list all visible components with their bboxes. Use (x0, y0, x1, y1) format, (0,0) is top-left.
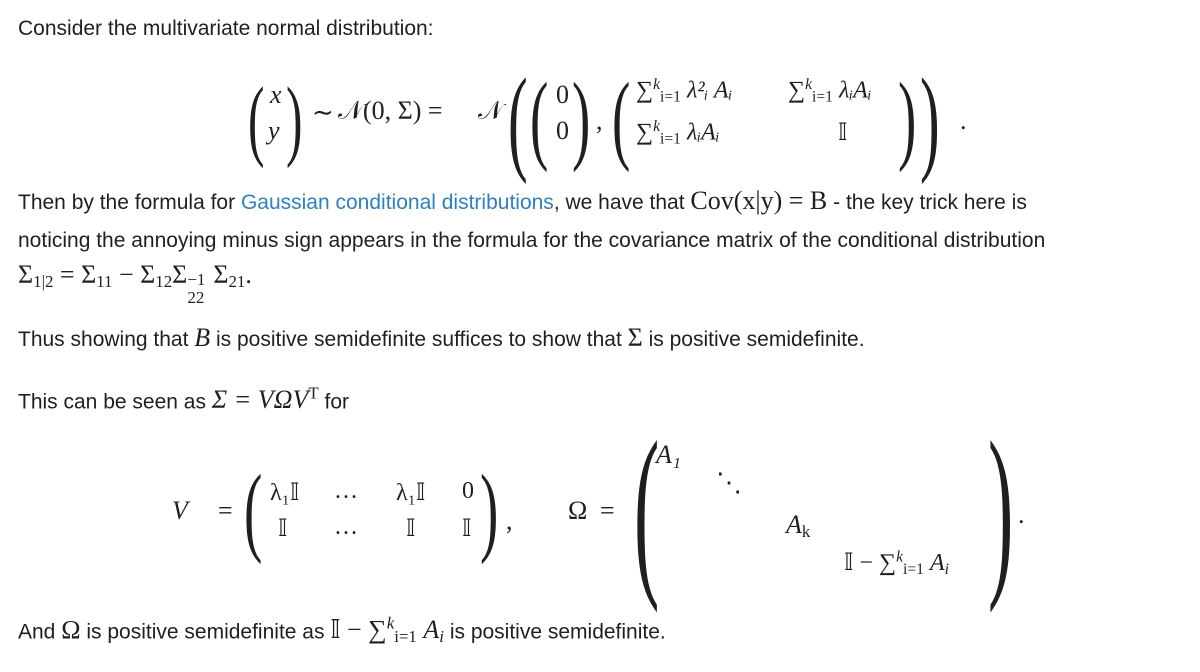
last-diagonal-entry: 𝕀 − ∑$^k_{i=1}$ $A_i$ (844, 548, 949, 578)
A1-entry: A₁ (656, 440, 681, 469)
comma: , (596, 106, 603, 135)
ddots: ⋱ (716, 468, 742, 497)
Omega-left-paren: ( (634, 404, 660, 614)
gaussian-conditional-link[interactable]: Gaussian conditional distributions (240, 191, 554, 214)
V-r2c1: 𝕀 (278, 516, 288, 542)
V-r1c2: … (334, 478, 358, 504)
text-span: Then by the formula for (18, 191, 241, 214)
matrix-cell-22: 𝕀 (838, 120, 848, 146)
right-paren: ) (286, 70, 303, 169)
sigma-symbol: Σ (627, 323, 643, 352)
V-symbol: V (172, 496, 188, 525)
text-span: , we have that (553, 191, 691, 214)
omega-symbol: Ω (61, 615, 81, 645)
period: . (960, 106, 967, 135)
paragraph-conditional (18, 188, 1027, 214)
Omega-symbol: Ω (568, 496, 588, 525)
vector-y: y (268, 116, 280, 145)
decomposition-formula: $\Sigma = V\Omega V^T$ (211, 384, 319, 415)
matrix-cell-11: ∑$^k_{i=1}$ λ²ᵢ Aᵢ (636, 76, 733, 106)
cov-left-paren: ( (612, 62, 631, 173)
comma: , (506, 506, 513, 535)
cov-formula: Cov(x|y) = B (690, 186, 828, 215)
matrix-cell-12: ∑$^k_{i=1}$ λᵢAᵢ (788, 76, 872, 106)
identity-minus-sum: 𝕀 − ∑$^k_{i=1}$ $A_i$ (330, 614, 444, 647)
zero-bottom: 0 (556, 116, 569, 145)
paragraph-omega-psd: And Ω is positive semidefinite as 𝕀 − ∑$^k_{i=1}$ $A_i$ is positive semidefinite. (18, 614, 666, 647)
normal-rhs: 𝒩 (478, 96, 503, 125)
outer-left-paren: ( (508, 54, 528, 185)
outer-right-paren: ) (920, 54, 940, 185)
V-r2c4: 𝕀 (462, 516, 472, 542)
zero-top: 0 (556, 80, 569, 109)
normal-lhs: 𝒩(0, Σ) = (338, 96, 443, 125)
V-r2c3: 𝕀 (406, 516, 416, 542)
conditional-covariance-formula: $\Sigma_{1|2} = \Sigma_{11} - \Sigma_{12}\Sigma$ −1 22 $\Sigma_{21}$. (18, 260, 252, 307)
matrix-cell-21: ∑$^k_{i=1}$ λᵢAᵢ (636, 118, 720, 148)
paragraph-minus-sign: noticing the annoying minus sign appears in the formula for the covariance matrix of the conditional distribution (18, 229, 1046, 252)
V-r2c2: … (334, 514, 358, 540)
V-left-paren: ( (244, 454, 263, 565)
paragraph-positive-semidefinite: Thus showing that B is positive semidefinite suffices to show that Σ is positive semidefinite. (18, 323, 865, 352)
V-r1c3: λ₁𝕀 (396, 480, 426, 506)
sim-sign: ∼ (312, 98, 334, 127)
period: . (1018, 500, 1025, 529)
text-span: - the key trick here is (827, 191, 1027, 214)
B-symbol: B (194, 323, 211, 352)
intro-text: Consider the multivariate normal distribution: (18, 17, 434, 40)
V-right-paren: ) (480, 454, 499, 565)
zero-vec-right-paren: ) (572, 62, 591, 173)
zero-vec-left-paren: ( (530, 62, 549, 173)
Omega-right-paren: ) (988, 404, 1014, 614)
vector-x: x (270, 80, 282, 109)
cov-right-paren: ) (898, 62, 917, 173)
V-r1c4: 0 (462, 478, 474, 504)
paragraph-decomposition: This can be seen as $\Sigma = V\Omega V^T$ for (18, 384, 350, 415)
Ak-entry: $A_k$ (786, 510, 811, 542)
equals-sign: = (600, 496, 615, 525)
left-paren: ( (248, 70, 265, 169)
V-r1c1: λ₁𝕀 (270, 480, 300, 506)
equals-sign: = (218, 496, 233, 525)
